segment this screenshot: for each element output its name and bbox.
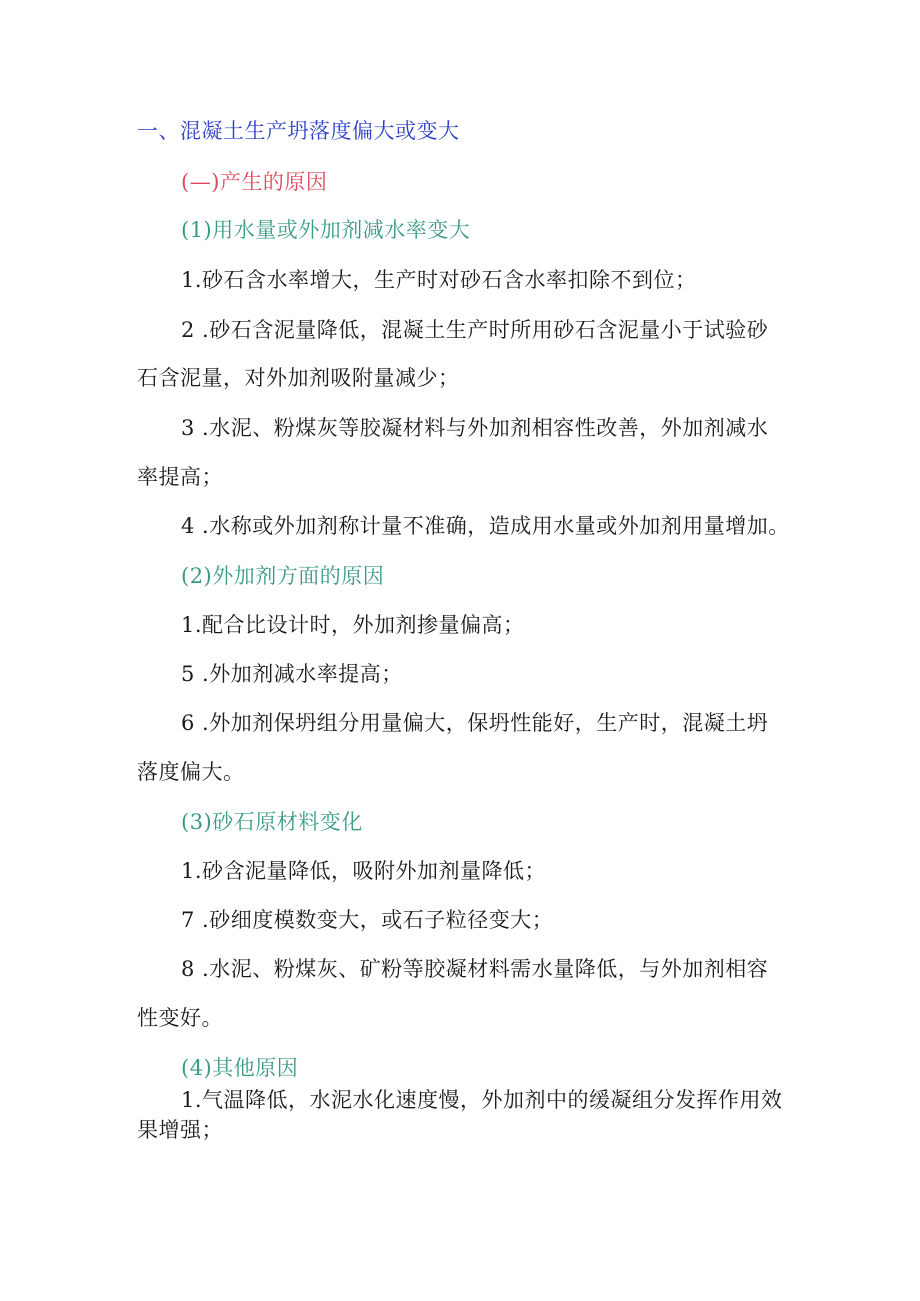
paragraph-line: 3 .水泥、粉煤灰等胶凝材料与外加剂相容性改善，外加剂减水 — [181, 416, 769, 440]
paragraph-line: 7 .砂细度模数变大，或石子粒径变大； — [181, 908, 554, 932]
paragraph-line: 果增强； — [137, 1118, 223, 1142]
paragraph-line: 落度偏大。 — [137, 760, 245, 784]
paragraph-line: 4 .水称或外加剂称计量不准确，造成用水量或外加剂用量增加。 — [181, 514, 790, 538]
paragraph-line: 石含泥量，对外加剂吸附量减少； — [137, 366, 460, 390]
group-heading-3: (3)砂石原材料变化 — [181, 810, 363, 834]
group-heading-4: (4)其他原因 — [181, 1056, 299, 1080]
paragraph-line: 1.配合比设计时，外加剂掺量偏高； — [181, 613, 525, 637]
paragraph-line: 8 .水泥、粉煤灰、矿粉等胶凝材料需水量降低，与外加剂相容 — [181, 957, 769, 981]
section-title: 一、混凝土生产坍落度偏大或变大 — [137, 119, 460, 143]
group-heading-1: (1)用水量或外加剂减水率变大 — [181, 218, 471, 242]
group-heading-2: (2)外加剂方面的原因 — [181, 564, 385, 588]
paragraph-line: 2 .砂石含泥量降低，混凝土生产时所用砂石含泥量小于试验砂 — [181, 318, 769, 342]
paragraph-line: 率提高； — [137, 465, 223, 489]
paragraph-line: 1.砂石含水率增大，生产时对砂石含水率扣除不到位； — [181, 268, 697, 292]
paragraph-line: 1.砂含泥量降低，吸附外加剂量降低； — [181, 859, 547, 883]
paragraph-line: 5 .外加剂减水率提高； — [181, 662, 403, 686]
paragraph-line: 1.气温降低，水泥水化速度慢，外加剂中的缓凝组分发挥作用效 — [181, 1088, 783, 1112]
subsection-title: (—)产生的原因 — [181, 170, 328, 194]
paragraph-line: 性变好。 — [137, 1006, 223, 1030]
paragraph-line: 6 .外加剂保坍组分用量偏大，保坍性能好，生产时，混凝土坍 — [181, 711, 769, 735]
